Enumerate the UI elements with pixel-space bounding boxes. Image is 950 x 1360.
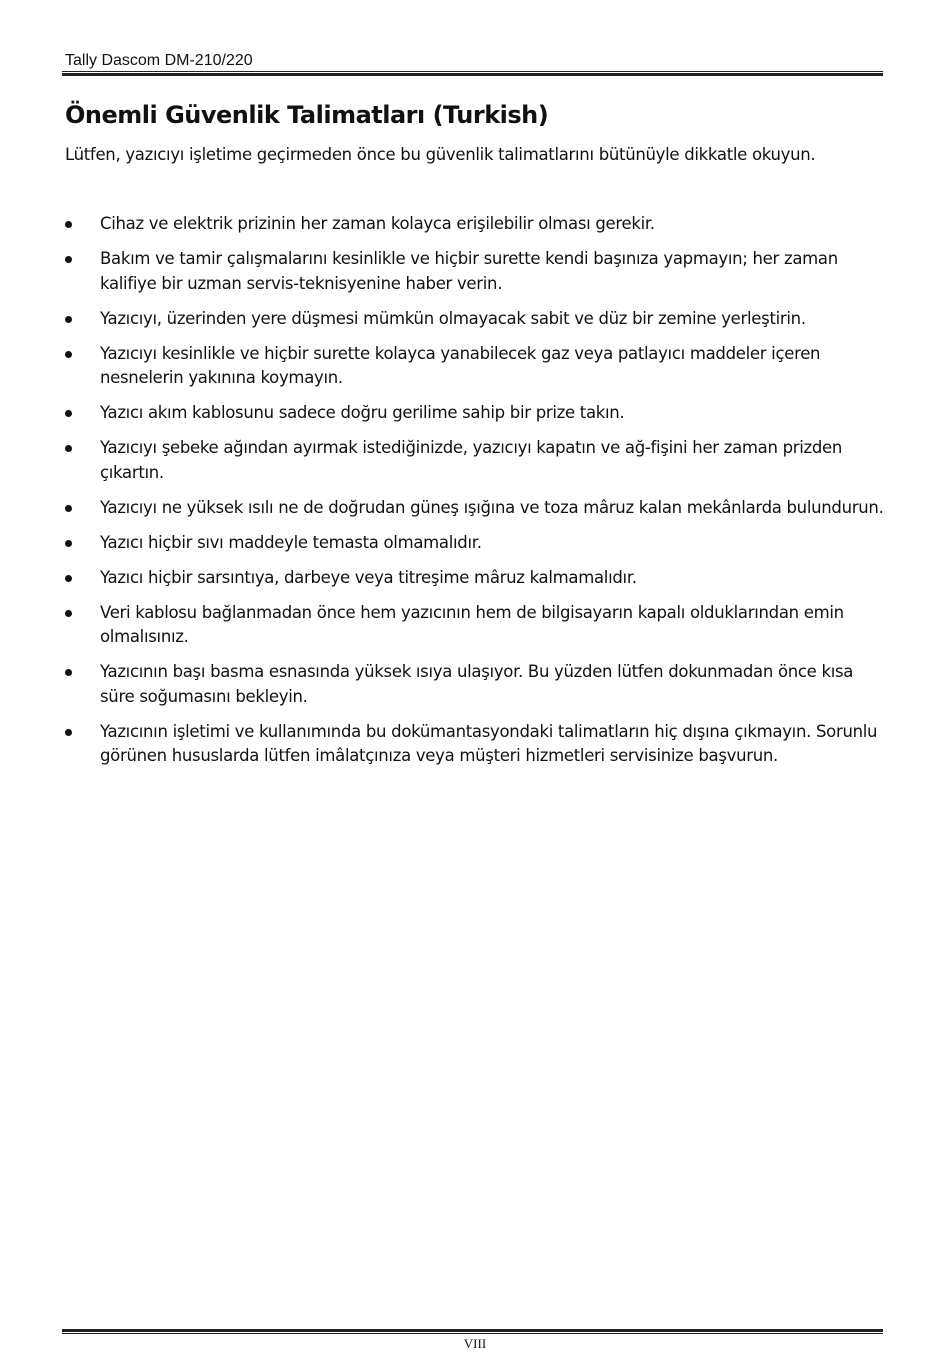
header-rule <box>62 71 883 76</box>
list-item-text: Cihaz ve elektrik prizinin her zaman kolayca erişilebilir olması gerekir. <box>100 214 655 233</box>
bullet-icon <box>65 540 72 547</box>
bullet-icon <box>65 669 72 676</box>
page-number: VIII <box>463 1336 487 1351</box>
list-item-text: Yazıcı akım kablosunu sadece doğru gerilime sahip bir prize takın. <box>100 403 625 422</box>
list-item-text: Yazıcıyı ne yüksek ısılı ne de doğrudan güneş ışığına ve toza mâruz kalan mekânlarda bulundurun. <box>100 497 884 517</box>
bullet-icon <box>65 256 72 263</box>
list-item-text: Yazıcıyı şebeke ağından ayırmak istediğinizde, yazıcıyı kapatın ve ağ-fişini her zaman prizden çıkartın. <box>100 438 843 482</box>
list-item-text: Yazıcının işletimi ve kullanımında bu dokümantasyondaki talimatların hiç dışına çıkmayın. Sorunlu görünen hususlarda lütfen imâlatçınıza veya müşteri hizmetleri servisinize başvurun. <box>100 721 878 765</box>
bullet-icon <box>65 410 72 417</box>
list-item <box>62 566 892 591</box>
header-rule-thin <box>62 71 883 72</box>
bullet-icon <box>65 316 72 323</box>
list-item-text: Yazıcıyı kesinlikle ve hiçbir surette kolayca yanabilecek gaz veya patlayıcı maddeler içeren nesnelerin yakınına koymayın. <box>100 343 821 387</box>
safety-instructions-list <box>62 212 892 779</box>
header-rule-thick <box>62 73 883 76</box>
list-item <box>62 660 892 709</box>
list-item <box>62 496 892 521</box>
list-item <box>62 307 892 332</box>
list-item <box>62 531 892 556</box>
footer-rule-thick <box>62 1329 883 1332</box>
list-item <box>62 401 892 426</box>
bullet-icon <box>65 610 72 617</box>
list-item <box>62 342 892 391</box>
running-header: Tally Dascom DM-210/220 <box>65 52 253 69</box>
list-item-text: Veri kablosu bağlanmadan önce hem yazıcının hem de bilgisayarın kapalı olduklarından emin olmalısınız. <box>100 602 844 646</box>
list-item <box>62 601 892 650</box>
list-item <box>62 212 892 237</box>
bullet-icon <box>65 729 72 736</box>
bullet-icon <box>65 445 72 452</box>
bullet-icon <box>65 351 72 358</box>
intro-paragraph: Lütfen, yazıcıyı işletime geçirmeden önce bu güvenlik talimatlarını bütünüyle dikkatle okuyun. <box>65 145 816 164</box>
list-item <box>62 720 892 769</box>
list-item-text: Yazıcı hiçbir sarsıntıya, darbeye veya titreşime mâruz kalmamalıdır. <box>100 567 637 587</box>
bullet-icon <box>65 221 72 228</box>
list-item-text: Yazıcı hiçbir sıvı maddeyle temasta olmamalıdır. <box>100 532 482 552</box>
footer-rule-thin <box>62 1333 883 1334</box>
list-item-text: Yazıcının başı basma esnasında yüksek ısıya ulaşıyor. Bu yüzden lütfen dokunmadan önce kısa süre soğumasını bekleyin. <box>100 662 854 706</box>
bullet-icon <box>65 575 72 582</box>
list-item-text: Bakım ve tamir çalışmalarını kesinlikle ve hiçbir surette kendi başınıza yapmayın; her zaman kalifiye bir uzman servis-teknisyenine haber verin. <box>100 249 838 293</box>
page-title: Önemli Güvenlik Talimatları (Turkish) <box>65 101 549 129</box>
bullet-icon <box>65 505 72 512</box>
list-item <box>62 436 892 485</box>
list-item <box>62 247 892 296</box>
footer-rule <box>62 1329 883 1334</box>
list-item-text: Yazıcıyı, üzerinden yere düşmesi mümkün olmayacak sabit ve düz bir zemine yerleştirin. <box>100 308 806 328</box>
